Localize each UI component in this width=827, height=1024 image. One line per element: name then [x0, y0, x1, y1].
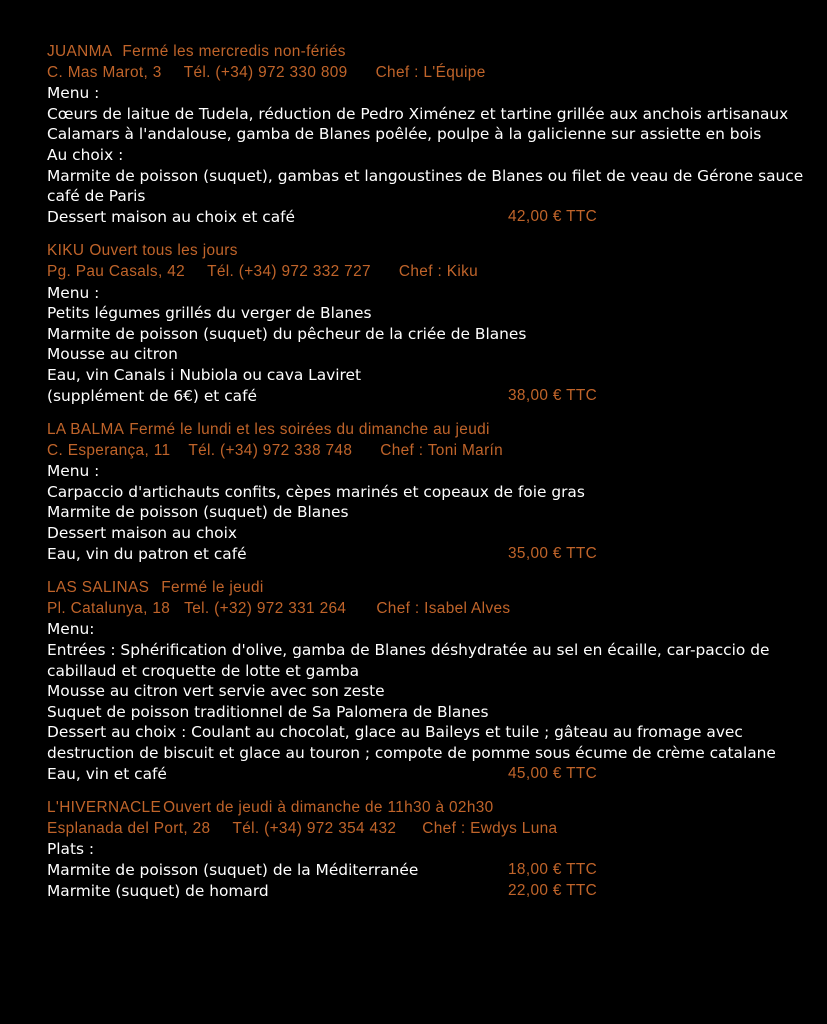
menu-line: Mousse au citron vert servie avec son zeste [47, 682, 385, 701]
menu-line: Entrées : Sphérification d'olive, gamba de Blanes déshydratée au sel en écaille, car-paccio de cabillaud et croquette de lotte et gamba [47, 641, 770, 680]
phone: Tél. (+34) 972 354 432 [232, 819, 397, 837]
opening-hours: Fermé le jeudi [161, 579, 264, 597]
address: C. Mas Marot, 3 [47, 63, 162, 81]
restaurant-name: JUANMA [47, 43, 113, 60]
address: Esplanada del Port, 28 [47, 819, 211, 837]
opening-hours: Ouvert tous les jours [89, 242, 238, 260]
restaurant-header [47, 798, 817, 819]
price-row [47, 386, 817, 407]
contact-line [47, 262, 817, 283]
menu-line: Dessert maison au choix [47, 524, 237, 543]
dish-name: Marmite (suquet) de homard [47, 881, 269, 900]
restaurant-name: KIKU [47, 242, 85, 260]
price: 42,00 € TTC [508, 207, 598, 225]
menu-line: Mousse au citron [47, 345, 178, 364]
restaurant-header [47, 578, 817, 599]
restaurant-entry-kiku [47, 241, 817, 406]
price-row [47, 881, 817, 902]
phone: Tel. (+32) 972 331 264 [184, 599, 347, 617]
menu-line: Dessert au choix : Coulant au chocolat, glace au Baileys et tuile ; gâteau au fromage avec destruction de biscuit et glace au touron ; compote de pomme sous écume de crème catalane [47, 723, 776, 762]
restaurant-entry-la-balma [47, 420, 817, 564]
opening-hours: Fermé les mercredis non-fériés [122, 43, 346, 60]
menu-line: Cœurs de laitue de Tudela, réduction de Pedro Ximénez et tartine grillée aux anchois artisanaux [47, 104, 789, 123]
restaurant-name: LAS SALINAS [47, 579, 150, 597]
restaurant-entry-lhivernacle [47, 798, 817, 901]
chef: Chef : L'Équipe [375, 63, 486, 81]
price: 18,00 € TTC [508, 860, 598, 878]
contact-line [47, 441, 817, 462]
contact-line [47, 819, 817, 840]
phone: Tél. (+34) 972 332 727 [207, 262, 371, 280]
price: 45,00 € TTC [508, 764, 598, 782]
menu-label: Plats : [47, 840, 95, 859]
price-row [47, 207, 817, 228]
price: 22,00 € TTC [508, 881, 598, 899]
menu-label: Menu : [47, 283, 100, 302]
restaurant-entry-las-salinas [47, 578, 817, 784]
price-row [47, 860, 817, 881]
chef: Chef : Kiku [398, 262, 479, 280]
price: 38,00 € TTC [508, 386, 598, 404]
phone: Tél. (+34) 972 330 809 [183, 63, 348, 81]
chef: Chef : Toni Marín [380, 441, 504, 459]
menu-page [47, 42, 817, 901]
price: 35,00 € TTC [508, 544, 598, 562]
restaurant-header [47, 420, 817, 441]
menu-line: (supplément de 6€) et café [47, 386, 257, 405]
menu-line: Petits légumes grillés du verger de Blanes [47, 304, 372, 323]
opening-hours: Fermé le lundi et les soirées du dimanche au jeudi [129, 421, 490, 439]
chef: Chef : Ewdys Luna [422, 819, 558, 837]
menu-line: Eau, vin du patron et café [47, 544, 247, 563]
menu-label: Menu : [47, 462, 100, 481]
menu-line: Dessert maison au choix et café [47, 207, 296, 226]
menu-line: Eau, vin Canals i Nubiola ou cava Laviret [47, 365, 362, 384]
menu-line: Calamars à l'andalouse, gamba de Blanes poêlée, poulpe à la galicienne sur assiette en bois [47, 125, 762, 144]
contact-line [47, 599, 817, 620]
contact-line [47, 63, 817, 84]
menu-label: Menu: [47, 620, 95, 639]
restaurant-name: LA BALMA [47, 421, 125, 439]
price-row [47, 544, 817, 565]
restaurant-entry-juanma [47, 42, 817, 227]
address: Pg. Pau Casals, 42 [47, 262, 186, 280]
menu-label: Menu : [47, 84, 100, 103]
address: Pl. Catalunya, 18 [47, 599, 171, 617]
restaurant-name: L'HIVERNACLE [47, 799, 162, 817]
restaurant-header [47, 241, 817, 262]
menu-line: Carpaccio d'artichauts confits, cèpes marinés et copeaux de foie gras [47, 482, 585, 501]
menu-line: Eau, vin et café [47, 764, 167, 783]
menu-line: Suquet de poisson traditionnel de Sa Palomera de Blanes [47, 702, 489, 721]
address: C. Esperança, 11 [47, 441, 171, 459]
menu-line: Marmite de poisson (suquet) de Blanes [47, 503, 349, 522]
restaurant-header [47, 42, 817, 63]
menu-line: Au choix : [47, 145, 124, 164]
dish-name: Marmite de poisson (suquet) de la Méditerranée [47, 860, 419, 879]
phone: Tél. (+34) 972 338 748 [188, 441, 353, 459]
menu-line: Marmite de poisson (suquet) du pêcheur de la criée de Blanes [47, 324, 527, 343]
menu-line: Marmite de poisson (suquet), gambas et langoustines de Blanes ou filet de veau de Gérone sauce café de Paris [47, 166, 804, 206]
chef: Chef : Isabel Alves [376, 599, 511, 617]
opening-hours: Ouvert de jeudi à dimanche de 11h30 à 02h30 [163, 799, 494, 817]
price-row [47, 764, 817, 785]
